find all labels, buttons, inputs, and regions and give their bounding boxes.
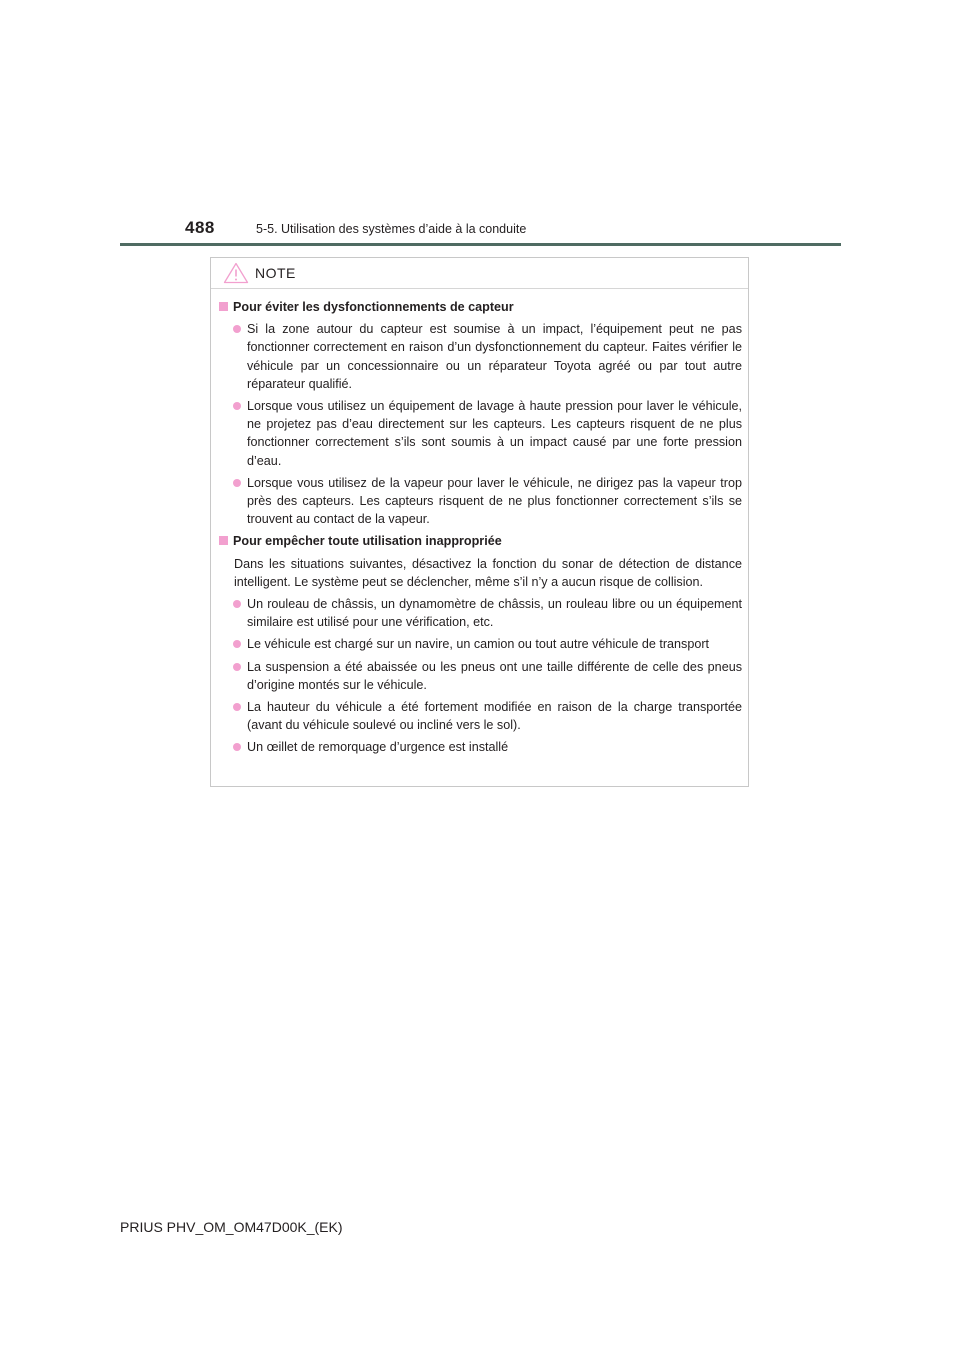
- page-number: 488: [185, 218, 215, 237]
- list-item: [217, 397, 742, 470]
- list-item: [217, 658, 742, 694]
- list-item-text: Lorsque vous utilisez de la vapeur pour laver le véhicule, ne dirigez pas la vapeur trop près des capteurs. Les capteurs risquent de ne plus fonctionner correctement s’ils se trouvent au contact de la vapeur.: [247, 475, 742, 527]
- round-bullet-icon: [233, 640, 241, 648]
- round-bullet-icon: [233, 402, 241, 410]
- square-bullet-icon: [219, 302, 228, 311]
- list-item-text: Un rouleau de châssis, un dynamomètre de châssis, un rouleau libre ou un équipement similaire est utilisé pour une vérification, etc.: [247, 597, 742, 630]
- list-item: [217, 635, 742, 653]
- warning-triangle-icon: [223, 262, 249, 284]
- list-item-text: Un œillet de remorquage d’urgence est installé: [247, 740, 509, 755]
- round-bullet-icon: [233, 600, 241, 608]
- note-box: [210, 257, 749, 787]
- header-divider: [120, 243, 841, 246]
- round-bullet-icon: [233, 663, 241, 671]
- list-item-text: Si la zone autour du capteur est soumise à un impact, l’équipement peut ne pas fonctionner correctement en raison d’un dysfonctionnement du capteur. Faites vérifier le véhicule par un concessionnaire ou un réparateur Toyota agréé ou par tout autre réparateur qualifié.: [247, 322, 742, 391]
- round-bullet-icon: [233, 703, 241, 711]
- round-bullet-icon: [233, 479, 241, 487]
- list-item-text: Lorsque vous utilisez un équipement de lavage à haute pression pour laver le véhicule, ne projetez pas d’eau directement sur les capteurs. Les capteurs risquent de ne plus fonctionner correctement s’ils sont soumis à un impact causé par une forte pression d’eau.: [247, 399, 742, 468]
- note-body: [211, 289, 748, 757]
- section-intro: Dans les situations suivantes, désactivez la fonction du sonar de détection de distance intelligent. Le système peut se déclencher, même s’il n’y a aucun risque de collision.: [234, 556, 742, 589]
- list-item: [217, 320, 742, 393]
- note-header: [211, 258, 748, 289]
- section-title: 5-5. Utilisation des systèmes d’aide à la conduite: [256, 222, 527, 236]
- document-code: PRIUS PHV_OM_OM47D00K_(EK): [120, 1219, 343, 1235]
- list-item-text: Le véhicule est chargé sur un navire, un camion ou tout autre véhicule de transport: [247, 637, 710, 652]
- list-item: [217, 738, 742, 756]
- round-bullet-icon: [233, 743, 241, 751]
- list-item: [217, 698, 742, 734]
- round-bullet-icon: [233, 325, 241, 333]
- note-label: NOTE: [255, 265, 296, 281]
- list-item: [217, 474, 742, 529]
- section-heading-text: Pour empêcher toute utilisation inappropriée: [233, 534, 502, 549]
- square-bullet-icon: [219, 536, 228, 545]
- section-heading: [217, 532, 742, 550]
- section-heading: [217, 298, 742, 316]
- list-item: [217, 595, 742, 631]
- section-heading-text: Pour éviter les dysfonctionnements de capteur: [233, 300, 514, 314]
- list-item-text: La suspension a été abaissée ou les pneus ont une taille différente de celle des pneus d’origine montés sur le véhicule.: [247, 659, 742, 692]
- list-item-text: La hauteur du véhicule a été fortement modifiée en raison de la charge transportée (avant du véhicule soulevé ou incliné vers le sol).: [247, 700, 742, 733]
